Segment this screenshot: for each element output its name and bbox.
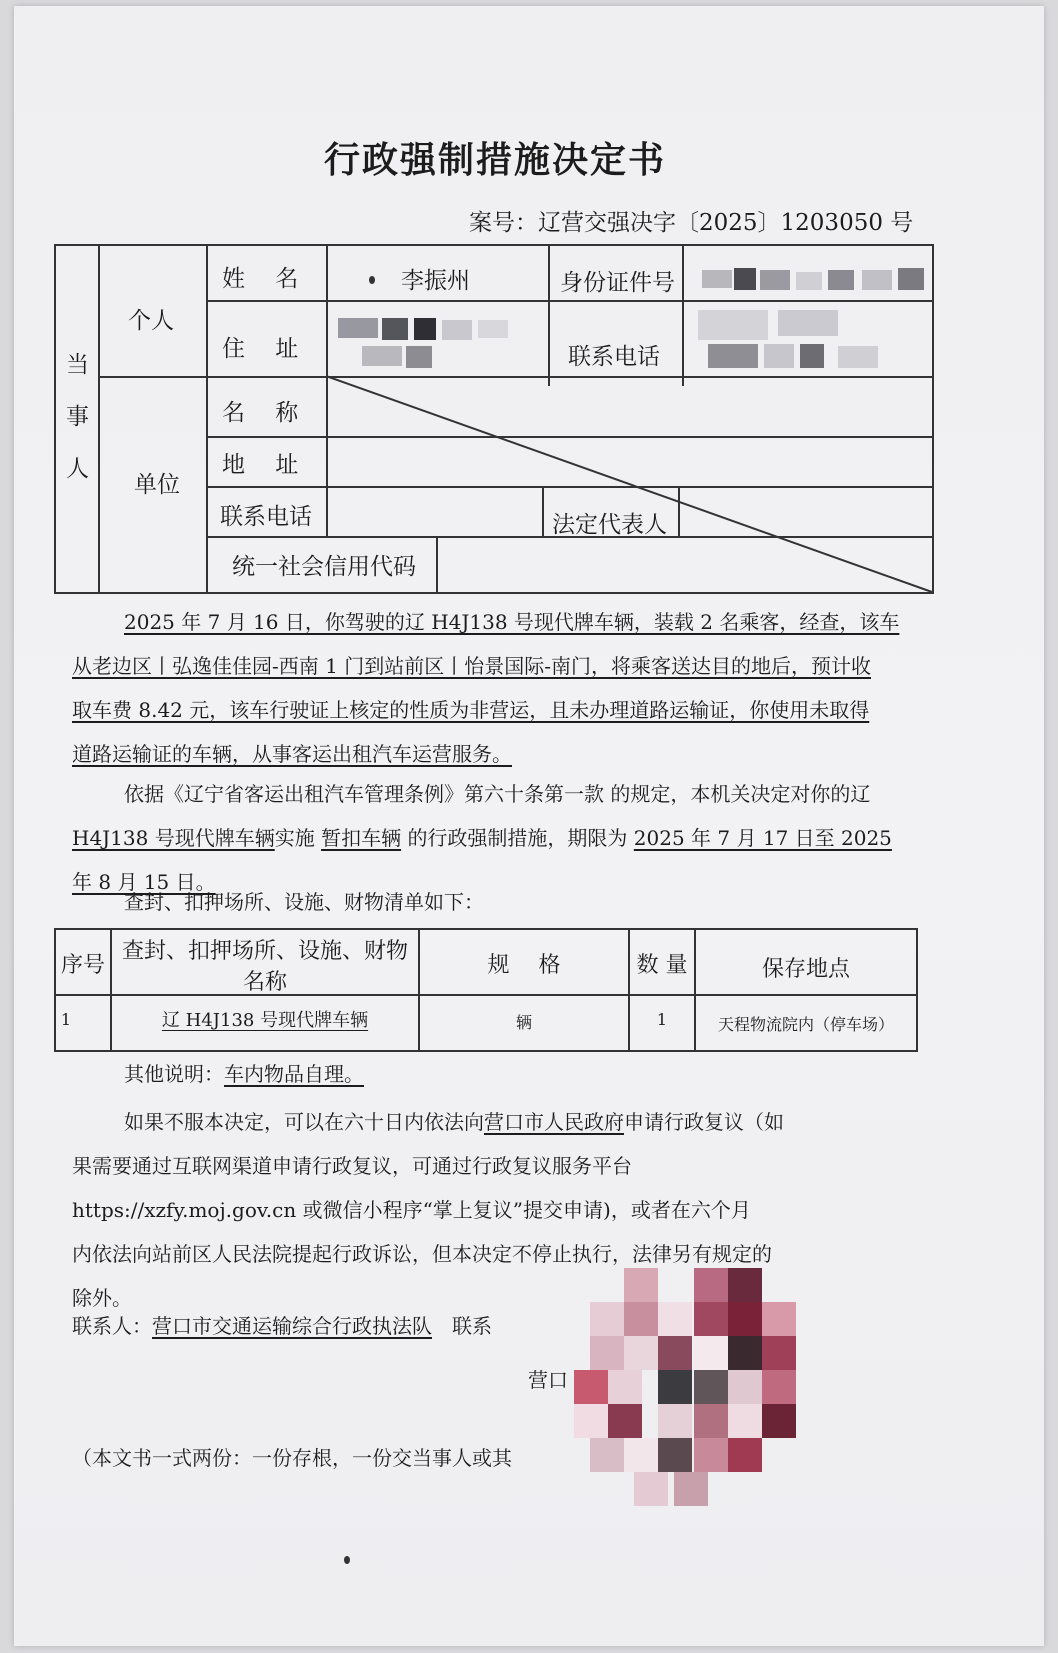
contact-phone-label: 联系: [452, 1314, 492, 1338]
other-notes-value: 车内物品自理。: [224, 1062, 364, 1086]
id-number-label: 身份证件号: [560, 270, 675, 296]
seized-items-table: [54, 928, 918, 1052]
appeal-line-3: https://xzfy.moj.gov.cn 或微信小程序“掌上复议”提交申请)，或者在六个月: [72, 1198, 751, 1222]
basis-text-2: 的行政强制措施，期限为: [407, 826, 628, 850]
facts-line-3: 取车费 8.42 元，该车行驶证上核定的性质为非营运，且未办理道路运输证，你使用未取得: [72, 698, 870, 722]
name-value: 李振州: [401, 268, 470, 294]
basis-text: 实施: [274, 826, 315, 850]
contact-label: 联系人：: [72, 1314, 152, 1338]
party-side-label-2: 事: [66, 404, 89, 430]
party-info-table: [54, 244, 934, 594]
issuer-name: 营口: [528, 1368, 568, 1392]
basis-line-2: [72, 816, 912, 860]
row-location: 天程物流院内（停车场）: [717, 1015, 894, 1034]
header-name: 查封、扣押场所、设施、财物 名称: [121, 939, 408, 995]
appeal-line-2: 果需要通过互联网渠道申请行政复议，可通过行政复议服务平台: [72, 1154, 632, 1178]
basis-line-3: 年 8 月 15 日。: [72, 870, 216, 894]
document-title: 行政强制措施决定书: [324, 139, 667, 181]
appeal-line-4: 内依法向站前区人民法院提起行政诉讼，但本决定不停止执行，法律另有规定的: [72, 1242, 772, 1266]
phone-label: 联系电话: [568, 344, 660, 370]
party-side-label-1: 当: [66, 352, 89, 378]
measure-period: 2025 年 7 月 17 日至 2025: [633, 826, 892, 850]
facts-line-1: 2025 年 7 月 16 日，你驾驶的辽 H4J138 号现代牌车辆，装载 2 名乘客，经查，该车: [124, 610, 900, 634]
header-qty: 数 量: [636, 953, 688, 978]
unit-name-label: 名 称: [222, 400, 299, 426]
facts-line-2: 从老边区丨弘逸佳佳园-西南 1 门到站前区丨怡景国际-南门，将乘客送达目的地后，预计收: [72, 654, 871, 678]
redacted-id-number: [692, 260, 932, 296]
unit-address-label: 地 址: [222, 452, 299, 478]
legal-rep-label: 法定代表人: [552, 512, 667, 538]
review-authority: 营口市人民政府: [484, 1110, 624, 1134]
footnote: （本文书一式两份：一份存根，一份交当事人或其: [72, 1446, 512, 1470]
credit-code-label: 统一社会信用代码: [232, 554, 416, 580]
row-seq: 1: [60, 1010, 72, 1029]
facts-paragraph: [72, 600, 912, 776]
row-item-name: 辽 H4J138 号现代牌车辆: [161, 1010, 369, 1031]
document-page: [14, 6, 1044, 1646]
measure-type: 暂扣车辆: [321, 826, 402, 850]
blank-strike-line: [56, 246, 936, 596]
contact-value: 营口市交通运输综合行政执法队: [152, 1314, 432, 1338]
individual-label: 个人: [128, 308, 174, 334]
name-label: 姓 名: [222, 266, 299, 292]
basis-line-1: 依据《辽宁省客运出租汽车管理条例》第六十条第一款 的规定，本机关决定对你的辽: [124, 782, 871, 806]
other-notes: [72, 1052, 964, 1096]
other-notes-label: 其他说明：: [124, 1062, 224, 1086]
unit-phone-label: 联系电话: [220, 504, 312, 530]
redacted-phone: [688, 304, 932, 374]
vehicle-plate: H4J138 号现代牌车辆: [72, 826, 275, 850]
appeal-line-5: 除外。: [72, 1286, 132, 1310]
header-seq: 序号: [60, 953, 105, 978]
party-side-label-3: 人: [66, 456, 89, 482]
case-number: 案号：辽营交强决字〔2025〕1203050 号: [469, 210, 914, 236]
row-qty: 1: [656, 1010, 668, 1029]
appeal-line-1: 如果不服本决定，可以在六十日内依法向营口市人民政府申请行政复议（如: [124, 1110, 784, 1134]
list-intro: 查封、扣押场所、设施、财物清单如下：: [124, 890, 484, 914]
header-spec: 规 格: [487, 953, 561, 978]
ink-dot: [344, 1556, 350, 1564]
unit-label: 单位: [134, 472, 180, 498]
ink-dot: [369, 276, 375, 284]
redacted-address: [332, 312, 542, 372]
row-spec: 辆: [515, 1013, 532, 1032]
header-location: 保存地点: [761, 957, 850, 982]
address-label: 住 址: [222, 336, 299, 362]
redacted-seal: [574, 1268, 824, 1528]
facts-line-4: 道路运输证的车辆，从事客运出租汽车运营服务。: [72, 742, 512, 766]
